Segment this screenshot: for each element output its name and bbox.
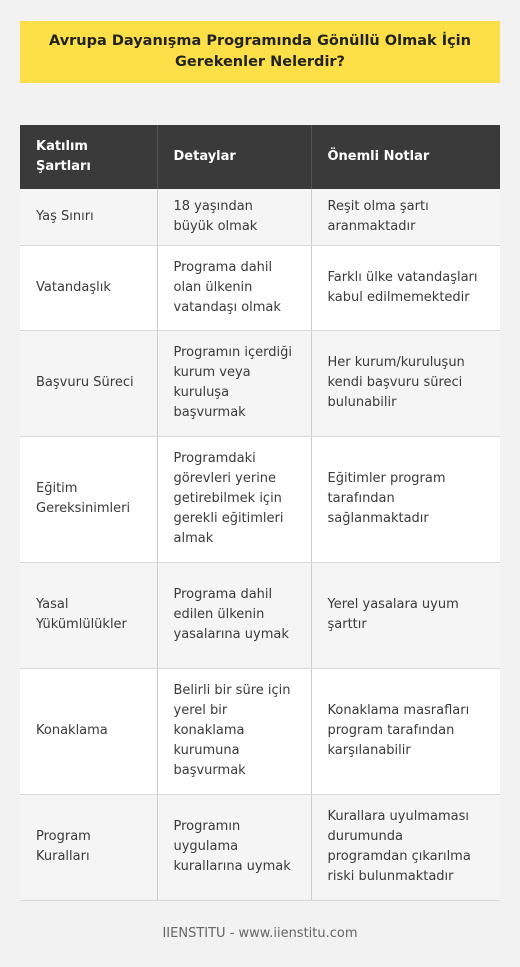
column-header: Detaylar: [157, 125, 311, 189]
title-banner: [20, 21, 500, 83]
table-row: [20, 668, 500, 794]
table-row: [20, 189, 500, 245]
table-cell: Programın içerdiği kurum veya kuruluşa başvurmak: [157, 330, 311, 436]
table-header-row: [20, 125, 500, 189]
table-row: [20, 436, 500, 562]
table-row: [20, 562, 500, 668]
table-cell: Eğitimler program tarafından sağlanmaktadır: [311, 436, 500, 562]
column-header: Önemli Notlar: [311, 125, 500, 189]
page-title: Avrupa Dayanışma Programında Gönüllü Olmak İçin Gerekenler Nelerdir?: [49, 33, 471, 70]
table-cell: Her kurum/kuruluşun kendi başvuru süreci bulunabilir: [311, 330, 500, 436]
footer-credit: IIENSTITU - www.iienstitu.com: [162, 926, 358, 941]
requirements-table: [20, 125, 500, 901]
table-cell: Kurallara uyulmaması durumunda programdan çıkarılma riski bulunmaktadır: [311, 794, 500, 900]
table-cell: Konaklama masrafları program tarafından karşılanabilir: [311, 668, 500, 794]
table-cell: Farklı ülke vatandaşları kabul edilmemektedir: [311, 245, 500, 330]
table-cell: Yerel yasalara uyum şarttır: [311, 562, 500, 668]
table-cell: Programa dahil edilen ülkenin yasalarına uymak: [157, 562, 311, 668]
table-cell: Başvuru Süreci: [20, 330, 157, 436]
table-cell: Konaklama: [20, 668, 157, 794]
table-cell: Vatandaşlık: [20, 245, 157, 330]
table-cell: Eğitim Gereksinimleri: [20, 436, 157, 562]
table-cell: Yaş Sınırı: [20, 189, 157, 245]
table-cell: 18 yaşından büyük olmak: [157, 189, 311, 245]
table-row: [20, 794, 500, 900]
table-cell: Programdaki görevleri yerine getirebilmek için gerekli eğitimleri almak: [157, 436, 311, 562]
table-cell: Belirli bir süre için yerel bir konaklama kurumuna başvurmak: [157, 668, 311, 794]
table-row: [20, 330, 500, 436]
table-cell: Yasal Yükümlülükler: [20, 562, 157, 668]
table-cell: Program Kuralları: [20, 794, 157, 900]
table-cell: Reşit olma şartı aranmaktadır: [311, 189, 500, 245]
table-cell: Programın uygulama kurallarına uymak: [157, 794, 311, 900]
table-cell: Programa dahil olan ülkenin vatandaşı olmak: [157, 245, 311, 330]
table-row: [20, 245, 500, 330]
column-header: Katılım Şartları: [20, 125, 157, 189]
